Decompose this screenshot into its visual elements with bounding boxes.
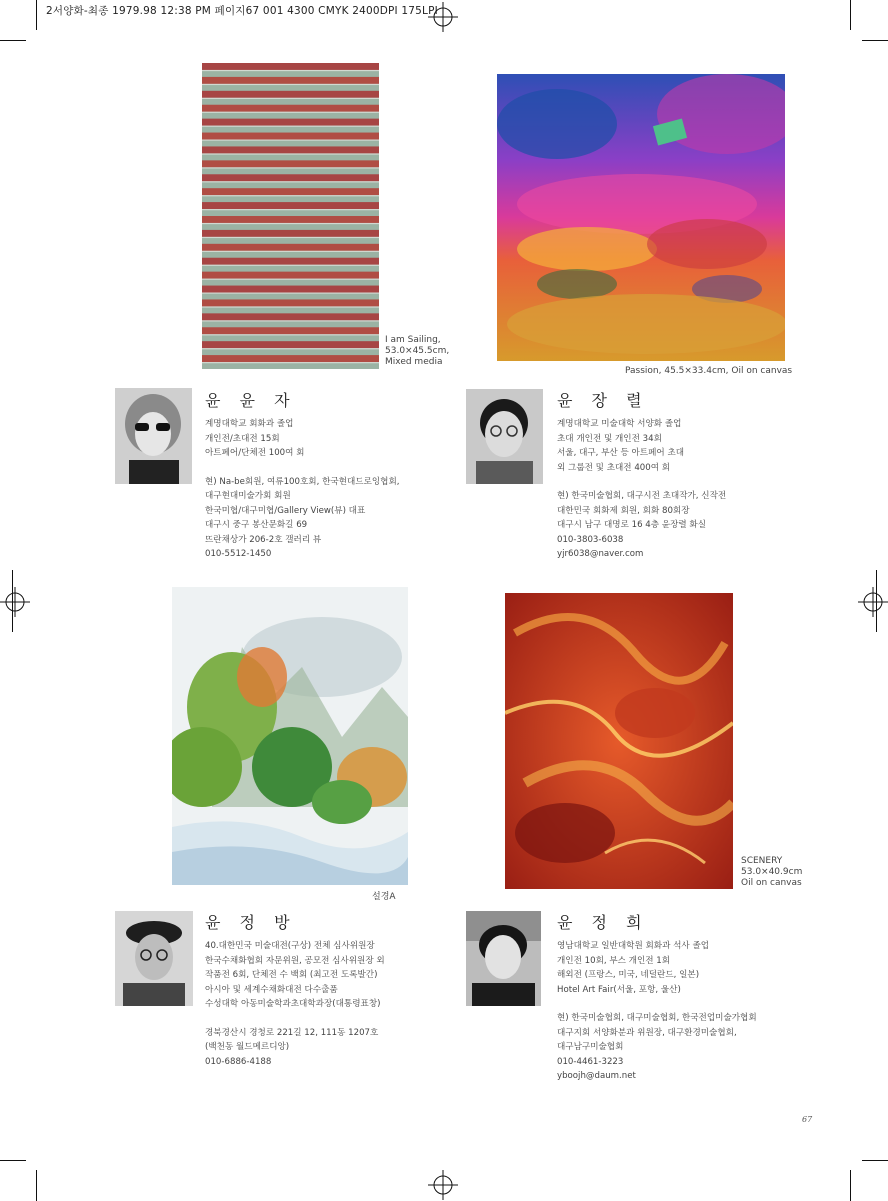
artwork-caption	[385, 335, 449, 368]
bio-line: 작품전 6회, 단체전 수 백회 (최고전 도록발간)	[205, 970, 378, 980]
bio-line: 010-3803-6038	[557, 534, 624, 545]
bio-line: 010-6886-4188	[205, 1056, 272, 1067]
crop-mark	[0, 40, 26, 41]
bio-line: 경북경산시 경청로 221길 12, 111동 1207호	[205, 1027, 379, 1038]
bio-line: 대구시 중구 봉산문화길 69	[205, 520, 308, 530]
bio-line: 현) 한국미술협회, 대구미술협회, 한국전업미술가협회	[557, 1013, 757, 1023]
bio-line: 대구현대미술가회 회원	[205, 491, 291, 501]
artist-name: 윤 정 방	[205, 913, 297, 932]
bio-line: 010-4461-3223	[557, 1056, 624, 1067]
registration-mark-icon	[428, 2, 458, 32]
crop-mark	[850, 1170, 851, 1201]
bio-line: 초대 개인전 및 개인전 34회	[557, 433, 662, 444]
crop-mark	[0, 1160, 26, 1161]
artist-name: 윤 장 렬	[557, 391, 649, 410]
artist-bio	[205, 939, 385, 1069]
bio-line: 010-5512-1450	[205, 549, 272, 559]
artist-bio	[557, 417, 726, 562]
caption-line: Mixed media	[385, 357, 443, 367]
crop-mark	[36, 1170, 37, 1201]
bio-line: 대구시 남구 대명로 16 4층 윤장렬 화실	[557, 520, 707, 530]
registration-mark-icon	[428, 1170, 458, 1200]
caption-line: I am Sailing,	[385, 335, 441, 345]
caption-line: Passion, 45.5×33.4cm, Oil on canvas	[625, 366, 793, 376]
registration-mark-icon	[0, 587, 30, 617]
bio-line: 외 그룹전 및 초대전 400여 회	[557, 462, 671, 473]
artwork-passion	[497, 74, 785, 361]
bio-line: Hotel Art Fair(서울, 포항, 울산)	[557, 984, 681, 995]
bio-line: 개인전/초대전 15회	[205, 433, 280, 444]
bio-line: 서울, 대구, 부산 등 아트페어 초대	[557, 448, 685, 458]
artist-bio	[557, 939, 757, 1084]
bio-line: 수성대학 아동미술학과초대학과장(대통령표창)	[205, 999, 381, 1009]
bio-line: 아트페어/단체전 100여 회	[205, 448, 305, 458]
bio-line: 현) 한국미술협회, 대구시전 초대작가, 신작전	[557, 491, 727, 501]
bio-line: yjr6038@naver.com	[557, 549, 644, 559]
artwork-landscape	[172, 587, 408, 885]
bio-line: 한국미협/대구미협/Gallery View(뷰) 대표	[205, 505, 366, 516]
bio-line: 개인전 10회, 부스 개인전 1회	[557, 955, 671, 966]
artist-name: 윤 정 희	[557, 913, 649, 932]
bio-line: 계명대학교 미술대학 서양화 졸업	[557, 419, 682, 429]
crop-mark	[36, 0, 37, 30]
caption-line: 설경A	[372, 892, 396, 902]
artwork-caption	[741, 856, 802, 889]
bio-line: (백천동 월드메르디앙)	[205, 1042, 290, 1052]
caption-line: SCENERY	[741, 856, 783, 866]
artist-portrait-yun-jangryeol	[466, 389, 543, 484]
artist-portrait-yun-yunja	[115, 388, 192, 484]
bio-line: 아시아 및 세계수채화대전 다수출품	[205, 984, 338, 995]
bio-line: 대구지회 서양화분과 위원장, 대구환경미술협회,	[557, 1027, 737, 1038]
print-slug: 2서양화-최종 1979.98 12:38 PM 페이지67 001 4300 CMYK 2400DPI 175LPI	[46, 5, 438, 17]
caption-line: 53.0×45.5cm,	[385, 346, 450, 356]
bio-line: 뜨란채상가 206-2호 갤러리 뷰	[205, 534, 322, 545]
crop-mark	[850, 0, 851, 30]
registration-mark-icon	[858, 587, 888, 617]
artist-name: 윤 윤 자	[205, 391, 297, 410]
bio-line: 대구남구미술협회	[557, 1042, 624, 1052]
bio-line: 계명대학교 회화과 졸업	[205, 419, 294, 429]
artwork-scenery	[505, 593, 733, 889]
artwork-caption	[372, 892, 396, 903]
artist-bio	[205, 417, 400, 562]
bio-line: 영남대학교 일반대학원 회화과 석사 졸업	[557, 941, 710, 951]
bio-line: 현) Na-be회원, 여류100호회, 한국현대드로잉협회,	[205, 476, 400, 487]
bio-line: 한국수채화협회 자문위원, 공모전 심사위원장 외	[205, 955, 385, 966]
crop-mark	[862, 40, 888, 41]
bio-line: 해외전 (프랑스, 미국, 네덜란드, 일본)	[557, 970, 700, 980]
artwork-sailing	[202, 63, 379, 369]
bio-line: yboojh@daum.net	[557, 1071, 636, 1081]
artist-portrait-yun-jeonghui	[466, 911, 541, 1006]
page-number: 67	[802, 1115, 813, 1124]
artist-portrait-yun-jeongbang	[115, 911, 193, 1006]
caption-line: 53.0×40.9cm	[741, 867, 803, 877]
caption-line: Oil on canvas	[741, 878, 802, 888]
artwork-caption	[625, 366, 792, 377]
bio-line: 40.대한민국 미술대전(구상) 전체 심사위원장	[205, 941, 375, 951]
bio-line: 대한민국 회화제 회원, 회화 80회장	[557, 505, 690, 516]
crop-mark	[862, 1160, 888, 1161]
